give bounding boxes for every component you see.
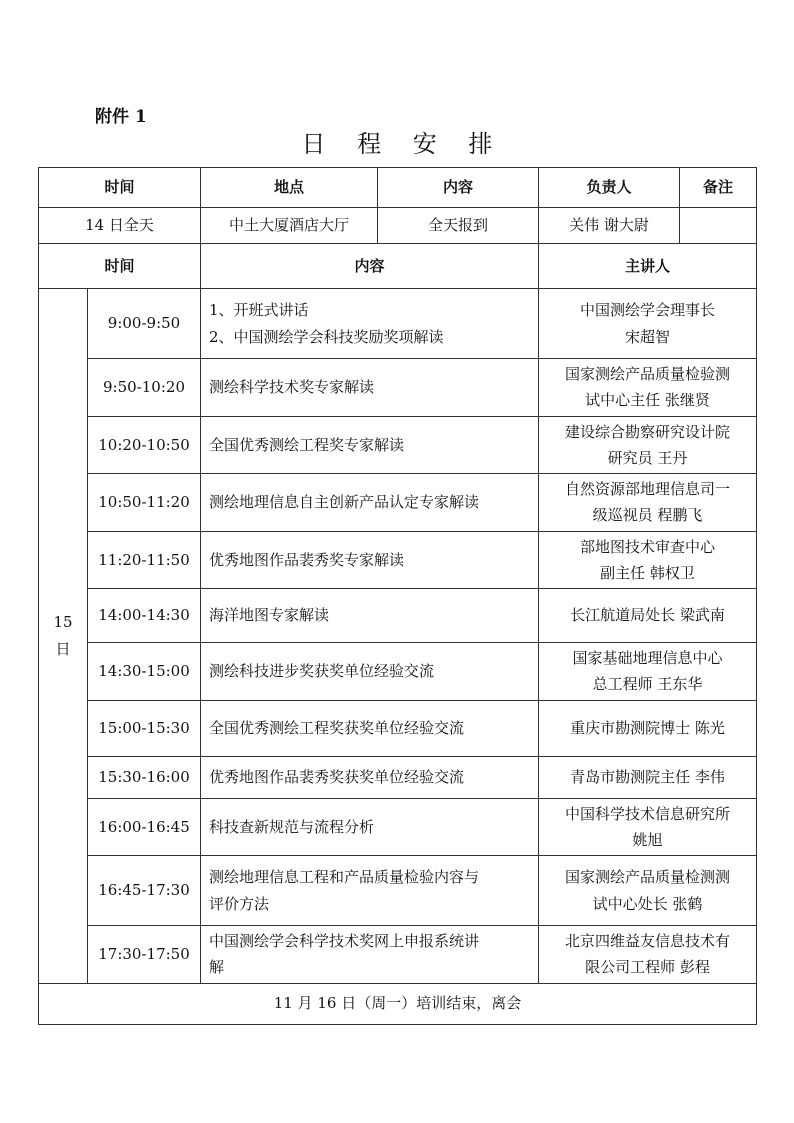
session-speaker-line: 限公司工程师 彭程 [585,958,710,977]
session-row [39,474,757,532]
session-row [39,416,757,474]
session-speaker-line: 试中心主任 张继贤 [585,391,710,410]
session-content [201,643,539,701]
footer-note: 11 月 16 日（周一）培训结束，离会 [39,983,757,1024]
header-row-1 [39,168,757,208]
day-15-cell [39,289,88,984]
session-speaker-line: 青岛市勘测院主任 李伟 [570,767,725,786]
session-content-line: 测绘科学技术奖专家解读 [209,378,375,397]
session-content-line: 解 [209,958,225,977]
session-speaker-line: 副主任 韩权卫 [600,563,695,582]
header-note: 备注 [680,168,757,208]
session-time: 9:50-10:20 [88,359,201,417]
session-time: 9:00-9:50 [88,289,201,359]
session-time: 14:00-14:30 [88,589,201,643]
session-content-line: 全国优秀测绘工程奖获奖单位经验交流 [209,718,465,737]
session-content [201,289,539,359]
session-speaker-line: 国家基础地理信息中心 [572,649,723,667]
session-speaker-line: 姚旭 [632,830,663,849]
header-time: 时间 [39,168,201,208]
registration-content: 全天报到 [378,208,539,244]
session-time: 15:00-15:30 [88,700,201,756]
session-content [201,474,539,532]
session-row [39,531,757,589]
session-speaker-line: 长江航道局处长 梁武南 [570,606,725,625]
header2-content: 内容 [201,244,539,289]
footer-row [39,983,757,1024]
session-row [39,756,757,798]
page-title: 日 程 安 排 [301,130,505,158]
session-speaker-line: 国家测绘产品质量检验测 [565,365,731,383]
header-row-2 [39,244,757,289]
session-speaker-line: 中国科学技术信息研究所 [565,804,731,823]
header2-speaker: 主讲人 [539,244,757,289]
session-speaker-line: 总工程师 王东华 [592,675,703,694]
session-time: 10:20-10:50 [88,416,201,474]
header-place: 地点 [201,168,378,208]
session-speaker [539,856,757,926]
day-unit: 日 [55,639,71,658]
session-content [201,359,539,417]
session-time: 15:30-16:00 [88,756,201,798]
session-content [201,531,539,589]
session-content-line: 优秀地图作品裴秀奖专家解读 [209,550,405,569]
session-row [39,926,757,984]
session-content-line: 优秀地图作品裴秀奖获奖单位经验交流 [209,767,465,786]
session-content-line: 2、中国测绘学会科技奖励奖项解读 [209,327,444,346]
session-speaker [539,474,757,532]
registration-row [39,208,757,244]
session-speaker [539,756,757,798]
session-speaker-line: 部地图技术审查中心 [580,537,716,556]
session-speaker-line: 试中心处长 张鹤 [592,894,703,913]
session-speaker-line: 北京四维益友信息技术有 [565,932,731,950]
session-speaker-line: 自然资源部地理信息司一 [565,480,731,498]
session-row [39,643,757,701]
session-content-line: 测绘地理信息工程和产品质量检验内容与 [209,868,480,887]
session-content-line: 1、开班式讲话 [209,301,309,320]
session-content-line: 评价方法 [209,894,270,913]
session-speaker [539,643,757,701]
registration-place: 中土大厦酒店大厅 [201,208,378,244]
session-speaker-line: 研究员 王丹 [607,448,688,467]
session-row [39,359,757,417]
session-time: 14:30-15:00 [88,643,201,701]
attachment-label: 附件 1 [95,107,147,127]
day-number: 15 [53,612,73,631]
session-row [39,589,757,643]
session-content-line: 测绘科技进步奖获奖单位经验交流 [209,662,435,681]
header2-time: 时间 [39,244,201,289]
session-content [201,700,539,756]
session-row [39,798,757,856]
session-content [201,926,539,984]
session-speaker [539,289,757,359]
session-speaker [539,589,757,643]
session-content-line: 测绘地理信息自主创新产品认定专家解读 [209,493,480,512]
session-speaker [539,416,757,474]
session-content-line: 海洋地图专家解读 [209,606,330,625]
session-speaker [539,359,757,417]
session-speaker-line: 建设综合勘察研究设计院 [565,422,731,441]
session-speaker [539,798,757,856]
session-speaker [539,700,757,756]
session-content-line: 中国测绘学会科学技术奖网上申报系统讲 [209,932,480,950]
registration-time: 14 日全天 [39,208,201,244]
session-content [201,798,539,856]
session-row [39,856,757,926]
header-content: 内容 [378,168,539,208]
session-content [201,416,539,474]
session-time: 16:00-16:45 [88,798,201,856]
session-speaker-line: 中国测绘学会理事长 [580,301,716,320]
session-speaker-line: 重庆市勘测院博士 陈光 [570,718,725,737]
session-time: 11:20-11:50 [88,531,201,589]
session-speaker-line: 国家测绘产品质量检测测 [565,868,731,887]
session-time: 16:45-17:30 [88,856,201,926]
session-speaker [539,926,757,984]
session-row [39,700,757,756]
session-content [201,756,539,798]
session-content [201,589,539,643]
session-speaker [539,531,757,589]
registration-note [680,208,757,244]
header-responsible: 负责人 [539,168,680,208]
session-content-line: 全国优秀测绘工程奖专家解读 [209,435,405,454]
registration-responsible: 关伟 谢大尉 [539,208,680,244]
schedule-table [38,167,757,1025]
session-content [201,856,539,926]
session-time: 17:30-17:50 [88,926,201,984]
session-time: 10:50-11:20 [88,474,201,532]
session-content-line: 科技查新规范与流程分析 [209,817,375,836]
session-row [39,289,757,359]
session-speaker-line: 级巡视员 程鹏飞 [592,506,703,525]
session-speaker-line: 宋超智 [625,327,671,346]
